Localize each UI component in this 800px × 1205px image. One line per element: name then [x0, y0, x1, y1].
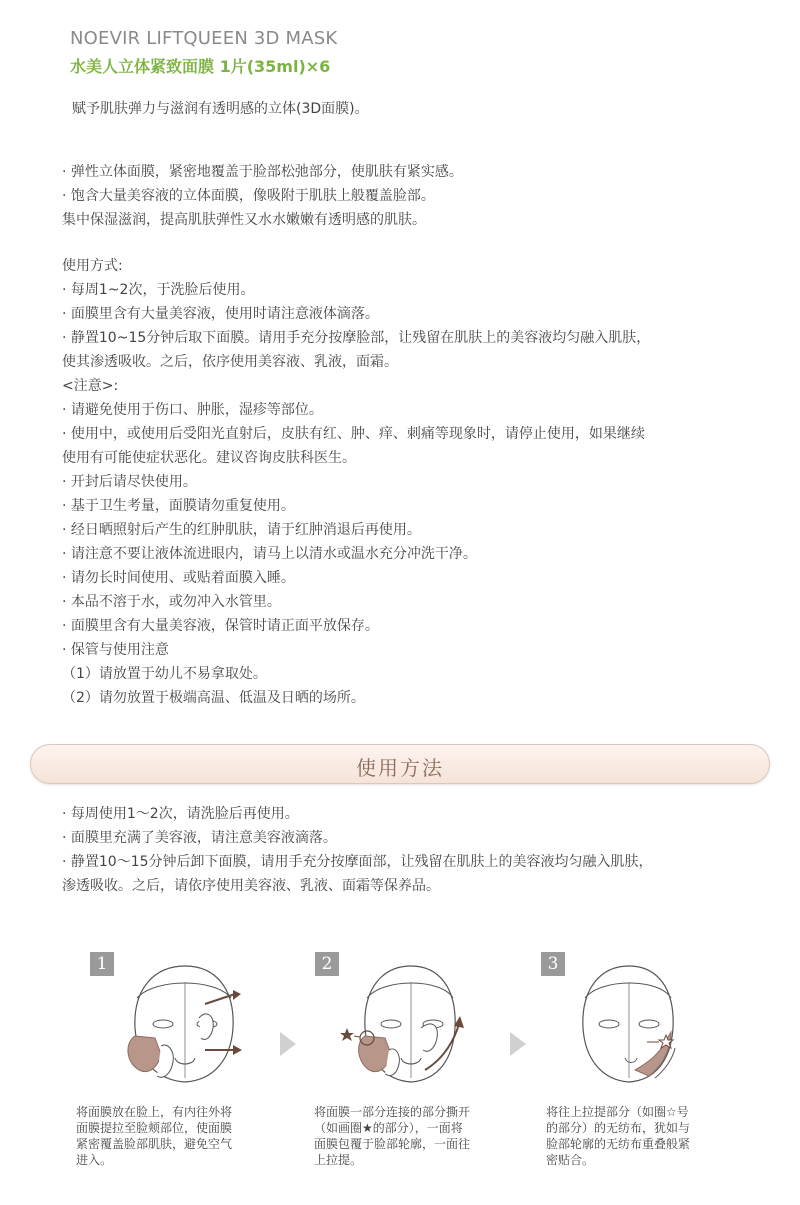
usage-section	[62, 254, 650, 710]
list-item: · 每周1~2次，于洗脸后使用。	[62, 282, 255, 298]
list-item: · 静置10~15分钟后取下面膜。请用手充分按摩脸部，让残留在肌肤上的美容液均匀融入肌肤，	[62, 330, 651, 346]
step-1-face-illustration	[115, 958, 255, 1098]
step-2-caption: 将面膜一部分连接的部分撕开 （如画圈★的部分），一面将 面膜包覆于脸部轮廓，一面往 上拉提。	[314, 1105, 471, 1167]
list-item: · 保管与使用注意	[62, 642, 169, 658]
method-banner	[30, 744, 770, 784]
product-title-en: NOEVIR LIFTQUEEN 3D MASK	[70, 28, 338, 49]
list-item: · 面膜里含有大量美容液，使用时请注意液体滴落。	[62, 306, 379, 322]
step-1-caption: 将面膜放在脸上，有内往外将 面膜提拉至脸颊部位，使面膜 紧密覆盖脸部肌肤，避免空气 进入。	[76, 1105, 233, 1167]
list-item: · 面膜里充满了美容液，请注意美容液滴落。	[62, 830, 337, 846]
list-item: · 基于卫生考量，面膜请勿重复使用。	[62, 498, 295, 514]
list-item: · 饱含大量美容液的立体面膜，像吸附于肌肤上般覆盖脸部。	[62, 188, 435, 204]
banner-title: 使用方法	[356, 756, 444, 780]
list-item: · 请勿长时间使用、或贴着面膜入睡。	[62, 570, 295, 586]
list-item: · 开封后请尽快使用。	[62, 474, 197, 490]
list-item: · 静置10～15分钟后卸下面膜，请用手充分按摩面部，让残留在肌肤上的美容液均匀融入肌肤，	[62, 854, 653, 870]
list-item: · 请注意不要让液体流进眼内，请马上以清水或温水充分冲洗干净。	[62, 546, 477, 562]
chevron-right-icon	[278, 1030, 298, 1058]
list-item: 集中保湿滋润，提高肌肤弹性又水水嫩嫩有透明感的肌肤。	[62, 212, 426, 228]
list-item: · 每周使用1～2次，请洗脸后再使用。	[62, 806, 299, 822]
step-3-face-illustration	[565, 958, 705, 1098]
step-number-3: 3	[541, 952, 565, 976]
list-item: · 请避免使用于伤口、肿胀，湿疹等部位。	[62, 402, 323, 418]
step-number-1: 1	[90, 952, 114, 976]
list-item: （1）请放置于幼儿不易拿取处。	[62, 666, 267, 682]
product-intro: 赋予肌肤弹力与滋润有透明感的立体(3D面膜)。	[72, 101, 369, 117]
list-item: · 经日晒照射后产生的红肿肌肤，请于红肿消退后再使用。	[62, 522, 421, 538]
feature-list	[62, 160, 463, 232]
list-item: · 本品不溶于水，或勿冲入水管里。	[62, 594, 281, 610]
step-2-face-illustration	[335, 958, 475, 1098]
list-item: 使其渗透吸收。之后，依序使用美容液、乳液，面霜。	[62, 354, 398, 370]
list-item: · 使用中，或使用后受阳光直射后，皮肤有红、肿、痒、刺痛等现象时，请停止使用，如果继续	[62, 426, 645, 442]
list-item: 渗透吸收。之后，请依序使用美容液、乳液、面霜等保养品。	[62, 878, 440, 894]
step-3-caption: 将往上拉提部分（如圈☆号 的部分）的无纺布，犹如与 脸部轮廓的无纺布重叠般紧 密贴合。	[546, 1105, 691, 1167]
product-title-cn: 水美人立体紧致面膜 1片(35ml)×6	[70, 57, 331, 76]
list-item: （2）请勿放置于极端高温、低温及日晒的场所。	[62, 690, 365, 706]
list-item: · 弹性立体面膜，紧密地覆盖于脸部松弛部分，使肌肤有紧实感。	[62, 164, 463, 180]
usage-heading: 使用方式:	[62, 258, 123, 274]
list-item: 使用有可能使症状恶化。建议咨询皮肤科医生。	[62, 450, 356, 466]
list-item: · 面膜里含有大量美容液，保管时请正面平放保存。	[62, 618, 379, 634]
method-list	[62, 802, 653, 898]
chevron-right-icon	[508, 1030, 528, 1058]
step-number-2: 2	[315, 952, 339, 976]
caution-heading: <注意>:	[62, 378, 119, 394]
